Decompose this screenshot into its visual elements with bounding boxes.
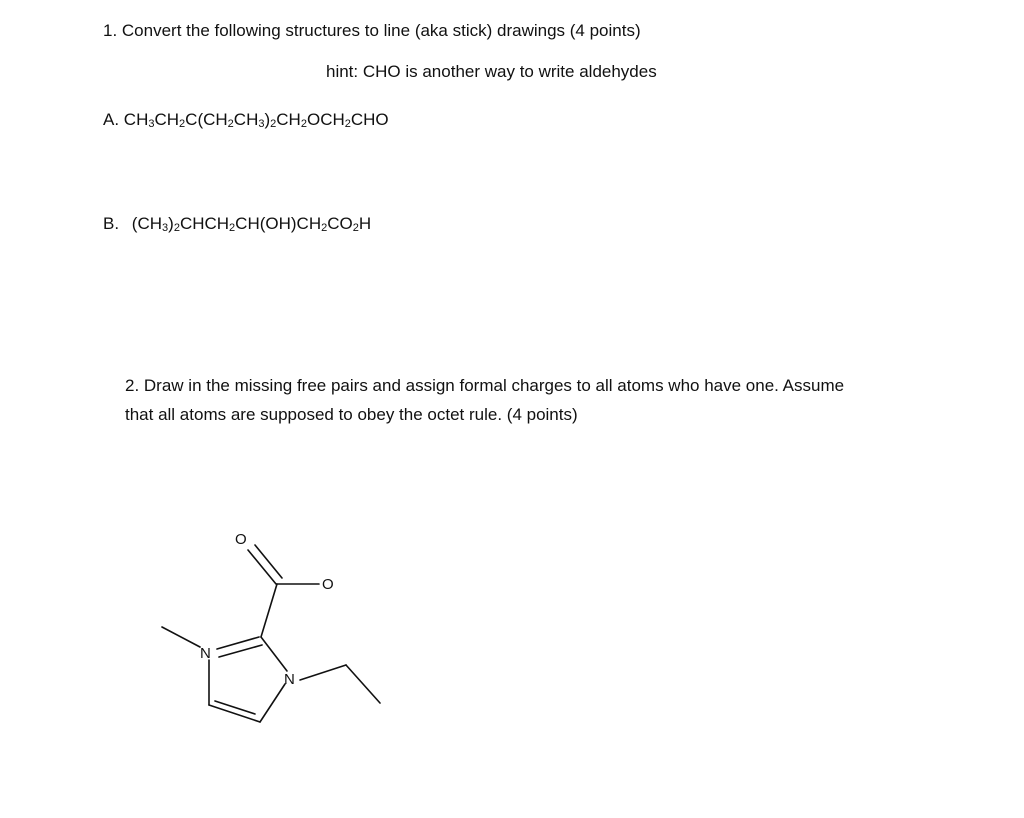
formula-segment: (CH <box>131 214 163 233</box>
atom-label-ring-n1: N <box>200 645 211 662</box>
formula-segment: ) <box>168 214 174 233</box>
formula-segment: OCH <box>306 110 345 129</box>
formula-segment: CO <box>327 214 353 233</box>
question-2-text-line-2: that all atoms are supposed to obey the octet rule. (4 points) <box>125 405 578 424</box>
formula-subscript: 3 <box>148 118 155 130</box>
formula-segment: CH(OH)CH <box>235 214 322 233</box>
formula-segment: CHCH <box>179 214 230 233</box>
part-a-label: A. <box>103 110 120 129</box>
formula-segment: CH <box>233 110 259 129</box>
formula-segment: CH <box>276 110 301 129</box>
atom-label-single-o: O <box>322 576 334 593</box>
formula-segment: ) <box>264 110 271 129</box>
bond-carbonyl-to-ring <box>261 584 277 637</box>
formula-segment: H <box>358 214 372 233</box>
bond-n-ethyl-2 <box>346 665 380 703</box>
formula-subscript: 2 <box>352 222 359 234</box>
formula-subscript: 2 <box>227 118 234 130</box>
formula-subscript: 2 <box>270 118 277 130</box>
question-2-text-line-1: 2. Draw in the missing free pairs and assign formal charges to all atoms who have one. Assume <box>125 376 845 395</box>
bond-carbonyl-double-1 <box>248 550 276 584</box>
part-b-label: B. <box>103 214 120 233</box>
question-1-title: 1. Convert the following structures to line (aka stick) drawings (4 points) <box>103 21 641 40</box>
formula-segment: C(CH <box>185 110 228 129</box>
bond-ring-c2-n3 <box>261 637 287 671</box>
formula-segment: CH <box>154 110 180 129</box>
formula-subscript: 2 <box>179 118 186 130</box>
formula-subscript: 3 <box>162 222 169 234</box>
formula-segment: CH <box>123 110 149 129</box>
bond-carbonyl-double-2 <box>255 545 282 578</box>
question-1-hint: hint: CHO is another way to write aldehydes <box>326 62 657 81</box>
bond-ring-c4-c5-double-2 <box>215 701 255 714</box>
bond-n-ethyl-1 <box>300 665 346 680</box>
atom-label-carbonyl-o: O <box>235 531 247 548</box>
formula-subscript: 2 <box>321 222 328 234</box>
bond-ring-n3-c4 <box>260 684 285 722</box>
formula-subscript: 3 <box>258 118 265 130</box>
formula-subscript: 2 <box>344 118 351 130</box>
bond-n-methyl <box>162 627 200 647</box>
formula-subscript: 2 <box>300 118 307 130</box>
formula-subscript: 2 <box>229 222 236 234</box>
atom-label-ring-n3: N <box>284 671 295 688</box>
formula-subscript: 2 <box>173 222 180 234</box>
formula-segment: CHO <box>350 110 389 129</box>
